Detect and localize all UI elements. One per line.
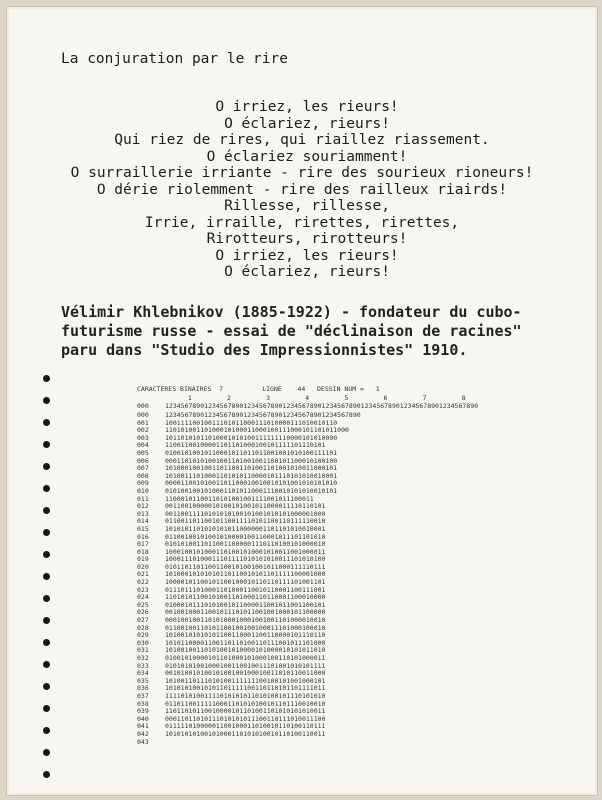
row-bits: 01011011011001100101001001011000111110111: [165, 562, 326, 571]
row-bits: 00010010011010100010001001001101000010010: [165, 616, 326, 625]
row-number: 036: [137, 684, 149, 693]
row-number: 030: [137, 638, 149, 647]
paper-sheet: [6, 6, 598, 796]
row-number: 019: [137, 555, 149, 564]
perforation-hole: [43, 551, 50, 558]
row-bits: 01100100101001010000100110001011101101010: [165, 532, 326, 541]
row-number: 000: [137, 411, 149, 419]
row-number: 025: [137, 600, 149, 609]
row-number: 009: [137, 479, 149, 488]
row-bits: 00011010101001001101001001100101100010100100: [165, 456, 338, 465]
author-note: [61, 303, 522, 360]
row-bits: 10001001010001101001010001010011001000011: [165, 547, 326, 556]
row-bits: 10101010010101101111100110110101101111011: [165, 684, 326, 693]
perforation-hole: [43, 573, 50, 580]
perforation-hole: [43, 771, 50, 778]
perforation-hole: [43, 507, 50, 514]
row-number: 042: [137, 729, 149, 738]
row-number: 034: [137, 669, 149, 678]
document-title: La conjuration par le rire: [61, 51, 288, 67]
row-number: 021: [137, 570, 149, 579]
row-number: 022: [137, 578, 149, 587]
row-number: 012: [137, 502, 149, 511]
perforation-hole: [43, 595, 50, 602]
ruler-label: 000: [137, 402, 149, 410]
perforation-hole: [43, 419, 50, 426]
row-number: 002: [137, 426, 149, 435]
row-number: 013: [137, 509, 149, 518]
row-number: 018: [137, 547, 149, 556]
poem-line: O dérie riolemment - rire des railleux riairds!: [96, 181, 508, 198]
row-bits: 01000101110101001011000011001011001100101: [165, 600, 326, 609]
perforation-hole: [43, 463, 50, 470]
binary-printout: [137, 385, 478, 746]
row-bits: 11000101100110101001001111001011100011: [165, 494, 314, 503]
row-number: 027: [137, 616, 149, 625]
row-bits: 10000101100101100100010110110111101001101: [165, 578, 326, 587]
row-bits: 01001010010110001011011011001001010100111101: [165, 448, 338, 457]
row-bits: 10100010101010110110010101101111100001000: [165, 570, 326, 579]
poem-line: O éclariez, rieurs!: [224, 115, 390, 132]
row-bits: 11011010110010000101101001101010101010011: [165, 707, 326, 716]
row-bits: 10101100001100110110100110111001011101000: [165, 638, 326, 647]
row-bits: 10100101010101100110001100110000101110110: [165, 631, 326, 640]
poem-line: O irriez, les rieurs!: [215, 247, 399, 264]
perforation-hole: [43, 639, 50, 646]
poem-line: O éclariez, rieurs!: [224, 264, 390, 280]
author-note-line: paru dans "Studio des Impressionnistes" 1910.: [61, 341, 468, 359]
row-bits: 01110111010001101000110010110001100111001: [165, 585, 326, 594]
row-number: 006: [137, 456, 149, 465]
printout-ruler: [137, 402, 478, 410]
perforation-hole: [43, 749, 50, 756]
row-bits: 11001100100001101101000100101111101110101: [165, 441, 326, 450]
row-bits: 01100110110010110011110101100110111110010: [165, 517, 326, 526]
row-bits: 11010101100101001101000110110001100010000: [165, 593, 326, 602]
row-bits: 10100111010001101010110000101110101010010001: [165, 471, 338, 480]
row-number: 040: [137, 714, 149, 723]
row-bits: 10100100110101001010000101000010101011010: [165, 646, 326, 655]
perforation-hole: [43, 705, 50, 712]
perforation-hole: [43, 485, 50, 492]
poem-line: Rillesse, rillesse,: [224, 198, 390, 214]
printout-row: [137, 739, 478, 747]
printout-row: [137, 731, 478, 739]
poem-line: O éclariez souriamment!: [206, 148, 408, 165]
printout-rows: [137, 412, 478, 746]
row-number: 043: [137, 737, 149, 746]
row-number: 014: [137, 517, 149, 526]
perforation-hole: [43, 683, 50, 690]
row-bits: 00011011010111010101011100110111010011100: [165, 714, 326, 723]
row-number: 024: [137, 593, 149, 602]
row-number: 037: [137, 691, 149, 700]
poem-line: Qui riez de rires, qui riaillez riassement.: [114, 132, 490, 148]
row-number: 003: [137, 433, 149, 442]
poem: [7, 99, 597, 281]
row-number: 039: [137, 707, 149, 716]
perforation-hole: [43, 397, 50, 404]
row-bits: 00110011110101010100101001010101000001000: [165, 509, 326, 518]
row-number: 007: [137, 464, 149, 473]
row-number: 011: [137, 494, 149, 503]
row-bits: 00101001010010100100100010011010110011000: [165, 669, 326, 678]
row-bits: 10001110100011101111010101010011101010100: [165, 555, 326, 564]
perforation-hole: [43, 727, 50, 734]
printout-ruler-numbers: 1 2 3 4 5 6 7 8: [137, 394, 466, 402]
perforation-holes: [43, 375, 57, 785]
row-bits: 01101100111110001101010100101101110010010: [165, 699, 326, 708]
row-bits: 00100100011001011101011001001000101100000: [165, 608, 326, 617]
row-bits: 01100100110101100100100100011101000100010: [165, 623, 326, 632]
poem-line: O surraillerie irriante - rire des sourieux rioneurs!: [70, 165, 534, 181]
printout-header: CARACTERES BINAIRES 7 LIGNE 44 DESSIN NUM = 1: [137, 385, 380, 393]
row-bits: 10011110010011101011000111010000111010010110: [165, 418, 338, 427]
row-number: 015: [137, 524, 149, 533]
row-number: 023: [137, 585, 149, 594]
perforation-hole: [43, 529, 50, 536]
perforation-hole: [43, 661, 50, 668]
row-number: 035: [137, 676, 149, 685]
row-bits: 10101011010101010110000001101101010010001: [165, 524, 326, 533]
author-note-line: Vélimir Khlebnikov (1885-1922) - fondateur du cubo-: [61, 303, 522, 321]
row-bits: 12345678901234567890123456789012345678901234567890: [165, 411, 361, 419]
row-number: 001: [137, 418, 149, 427]
row-bits: 11010100110100010100011000100111000101101011000: [165, 426, 349, 435]
row-bits: 10100010010011011001101001101001010011000101: [165, 464, 338, 473]
row-bits: 10100110111010100111111100100101001000101: [165, 676, 326, 685]
row-number: 033: [137, 661, 149, 670]
row-number: 010: [137, 486, 149, 495]
row-bits: 10110101011010001010100111111110000101010000: [165, 433, 338, 442]
poem-line: Irrie, irraille, rirettes, rirettes,: [144, 214, 460, 231]
row-number: 004: [137, 441, 149, 450]
ruler-digits: 12345678901234567890123456789012345678901234567890123456789012345678901234567890: [165, 402, 479, 410]
row-bits: 01010010010100011010110001110010101010010101: [165, 486, 338, 495]
poem-line: Rirotteurs, rirotteurs!: [206, 231, 408, 247]
row-bits: 11110101001111010101011010100101110101010: [165, 691, 326, 700]
row-number: 028: [137, 623, 149, 632]
row-number: 041: [137, 722, 149, 731]
row-number: 038: [137, 699, 149, 708]
row-bits: 00001100101001101100010010010101001010101010: [165, 479, 338, 488]
row-number: 026: [137, 608, 149, 617]
row-number: 020: [137, 562, 149, 571]
perforation-hole: [43, 617, 50, 624]
row-bits: 01111101000001100100011010010110100110111: [165, 722, 326, 731]
row-number: 008: [137, 471, 149, 480]
row-bits: 01010101001000100110010011101001010101111: [165, 661, 326, 670]
row-number: 032: [137, 654, 149, 662]
row-number: 029: [137, 631, 149, 640]
poem-line: O irriez, les rieurs!: [215, 99, 399, 115]
row-number: 016: [137, 532, 149, 541]
perforation-hole: [43, 375, 50, 382]
row-bits: 01010100110110011000001110110100101000010: [165, 540, 326, 549]
row-bits: 00110010000010100101001011000011110110101: [165, 502, 326, 511]
row-bits: 10101010100101000110101010010110100110011: [165, 729, 326, 738]
row-number: 031: [137, 646, 149, 655]
perforation-hole: [43, 441, 50, 448]
row-number: 005: [137, 448, 149, 457]
row-number: 017: [137, 540, 149, 549]
row-bits: 01001010000101101000101000100110101000011: [165, 654, 326, 662]
author-note-line: futurisme russe - essai de "déclinaison de racines": [61, 322, 522, 340]
